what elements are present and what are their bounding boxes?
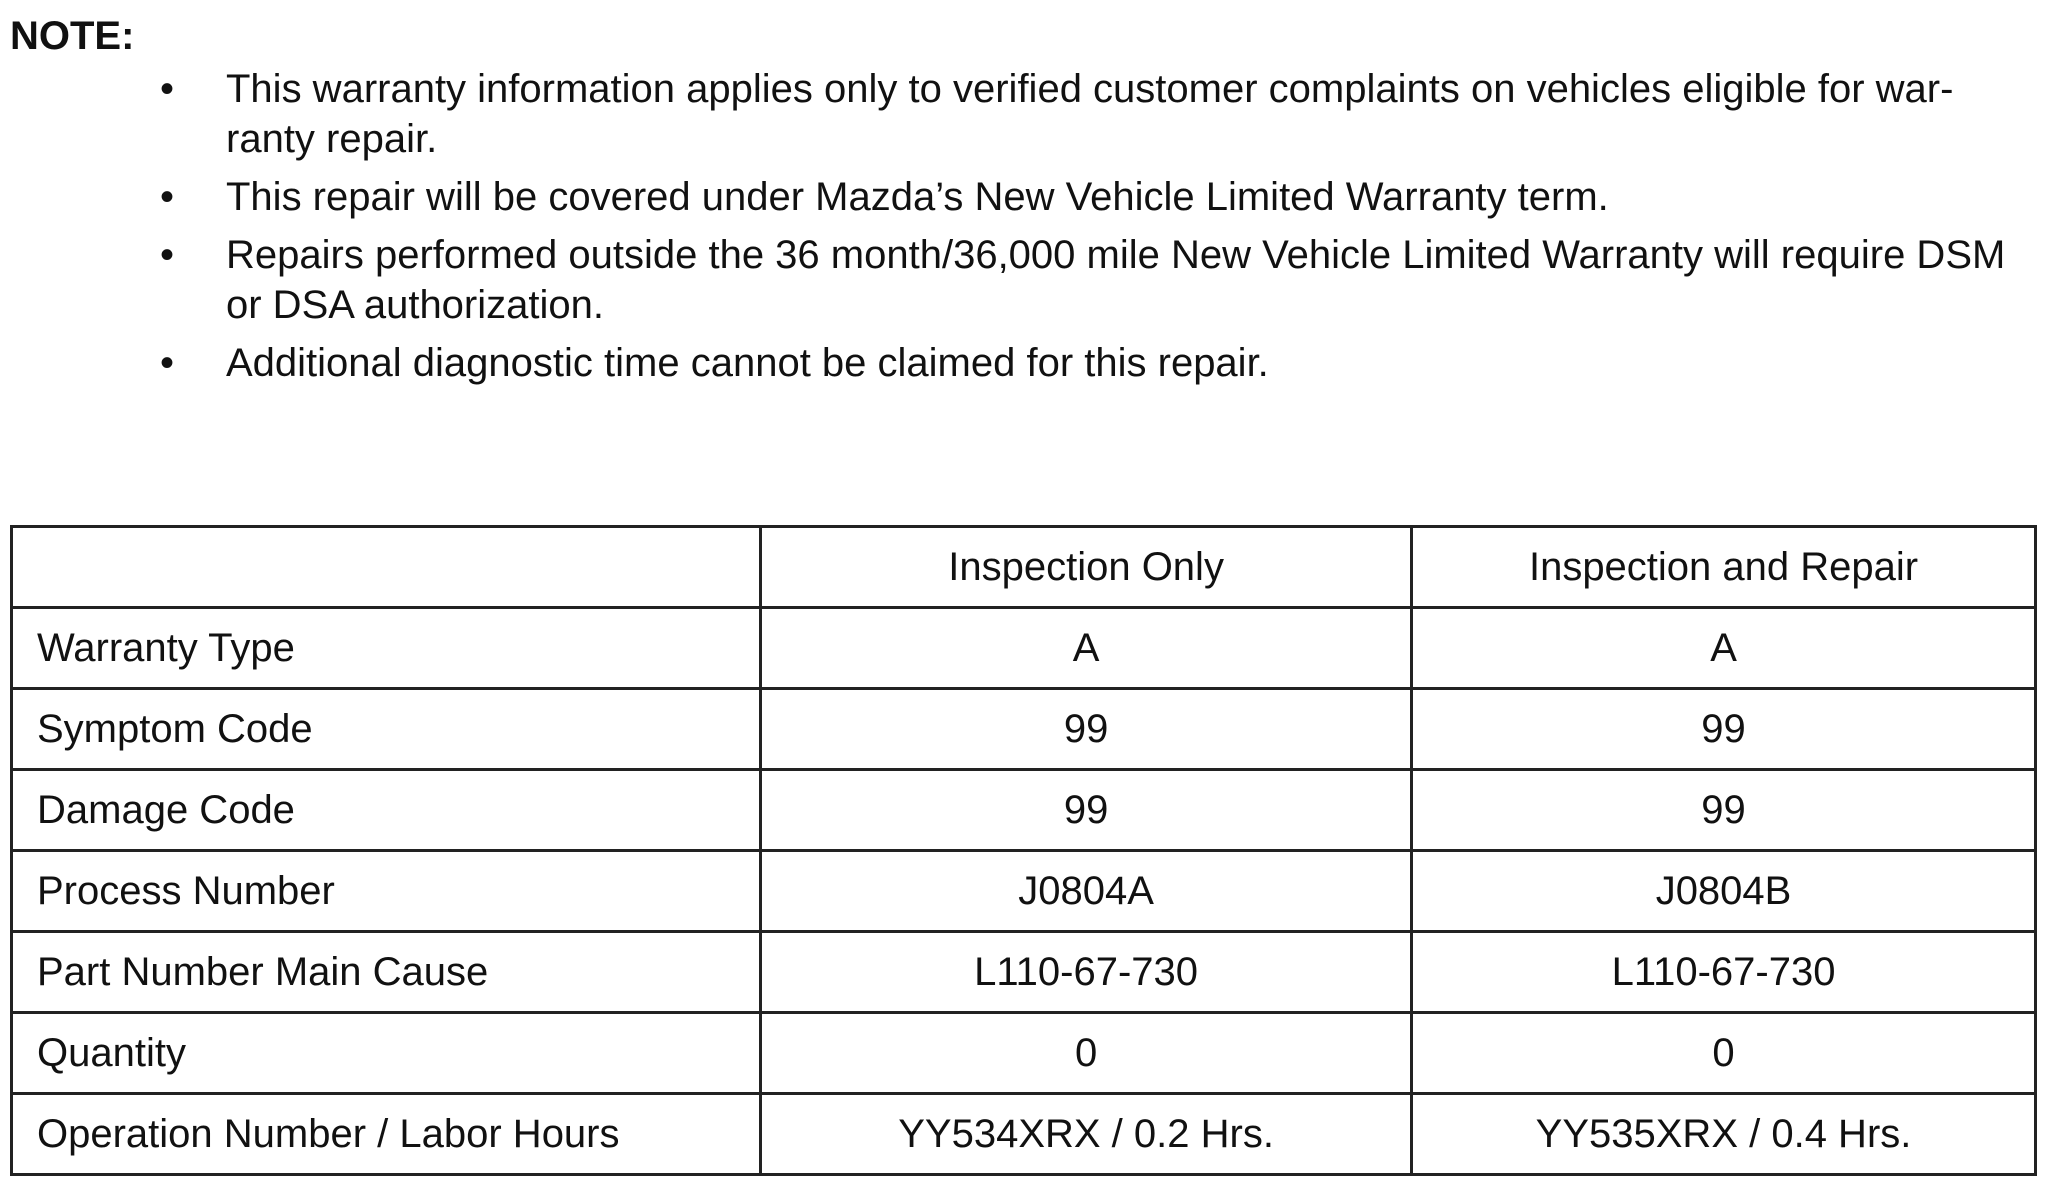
table-row: [12, 770, 2036, 851]
note-item: [150, 172, 2040, 222]
bullet-icon: •: [160, 67, 175, 111]
cell-inspection-only: A: [761, 608, 1412, 689]
table-row: [12, 1013, 2036, 1094]
cell-inspection-and-repair: YY535XRX / 0.4 Hrs.: [1412, 1094, 2036, 1175]
note-title: NOTE:: [10, 14, 135, 58]
cell-inspection-and-repair: 0: [1412, 1013, 2036, 1094]
row-label: Process Number: [12, 851, 761, 932]
cell-inspection-and-repair: L110-67-730: [1412, 932, 2036, 1013]
cell-inspection-only: 0: [761, 1013, 1412, 1094]
row-label: Part Number Main Cause: [12, 932, 761, 1013]
row-label: Warranty Type: [12, 608, 761, 689]
table-row: [12, 851, 2036, 932]
row-label: Operation Number / Labor Hours: [12, 1094, 761, 1175]
note-item-text: Additional diagnostic time cannot be claimed for this repair.: [226, 341, 1269, 385]
cell-inspection-only: 99: [761, 770, 1412, 851]
table-header-row: [12, 527, 2036, 608]
cell-inspection-and-repair: 99: [1412, 689, 2036, 770]
cell-inspection-and-repair: A: [1412, 608, 2036, 689]
table-row: [12, 932, 2036, 1013]
note-item-text: Repairs performed outside the 36 month/36,000 mile New Vehicle Limited Warranty will require DSM or DSA authorization.: [226, 233, 2006, 327]
note-item-text: This repair will be covered under Mazda’s New Vehicle Limited Warranty term.: [226, 175, 1609, 219]
table-row: [12, 689, 2036, 770]
bullet-icon: •: [160, 175, 175, 219]
row-label: Quantity: [12, 1013, 761, 1094]
note-item: [150, 64, 2040, 164]
note-list: [150, 64, 2040, 396]
note-item: [150, 338, 2040, 388]
bullet-icon: •: [160, 233, 175, 277]
row-label: Damage Code: [12, 770, 761, 851]
table-header-inspection-and-repair: Inspection and Repair: [1412, 527, 2036, 608]
table-header-inspection-only: Inspection Only: [761, 527, 1412, 608]
cell-inspection-and-repair: 99: [1412, 770, 2036, 851]
table-header-empty: [12, 527, 761, 608]
warranty-table: [10, 525, 2037, 1176]
bullet-icon: •: [160, 341, 175, 385]
cell-inspection-only: L110-67-730: [761, 932, 1412, 1013]
note-item-text: This warranty information applies only to verified customer complaints on vehicles eligible for war- ranty repair.: [226, 67, 1954, 161]
cell-inspection-only: 99: [761, 689, 1412, 770]
cell-inspection-only: J0804A: [761, 851, 1412, 932]
row-label: Symptom Code: [12, 689, 761, 770]
table-row: [12, 1094, 2036, 1175]
note-item: [150, 230, 2040, 330]
cell-inspection-and-repair: J0804B: [1412, 851, 2036, 932]
table-row: [12, 608, 2036, 689]
cell-inspection-only: YY534XRX / 0.2 Hrs.: [761, 1094, 1412, 1175]
